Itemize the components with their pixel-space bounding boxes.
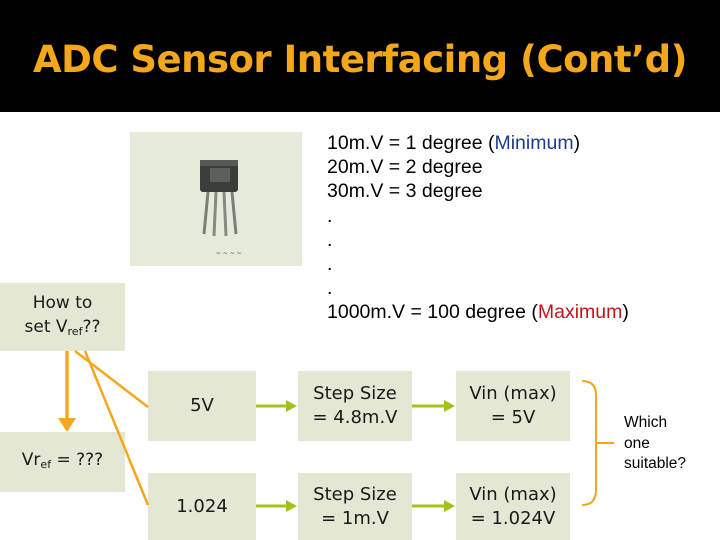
vref-1024-box: 1.024 — [148, 473, 256, 540]
step-size-box-2: Step Size = 1m.V — [298, 473, 412, 540]
mapping-dot: . — [327, 277, 333, 300]
arrow-row2-b-head — [444, 500, 455, 512]
step-size-box-1: Step Size = 4.8m.V — [298, 371, 412, 441]
maximum-word: Maximum — [537, 301, 623, 324]
svg-text:~ ~ ~ ~: ~ ~ ~ ~ — [216, 250, 242, 257]
link-to-1024 — [85, 351, 148, 505]
vref-value-box: $Vr_{ef}$ = ??? — [0, 432, 125, 492]
mapping-dot: . — [327, 228, 333, 251]
mapping-dot: . — [327, 253, 333, 276]
mapping-line-max: 1000m.V = 100 degree (Maximum) — [327, 301, 629, 324]
mapping-line-2: 20m.V = 2 degree — [327, 156, 483, 179]
vin-max-box-2: Vin (max) = 1.024V — [456, 473, 570, 540]
mapping-line-min: 10m.V = 1 degree (Minimum) — [327, 132, 581, 154]
arrow-row1-a-head — [286, 400, 297, 412]
choice-bracket-right — [582, 381, 596, 505]
link-to-5v — [75, 351, 148, 407]
mapping-line-3: 30m.V = 3 degree — [327, 180, 483, 203]
which-suitable-text: Which one suitable? — [624, 414, 687, 472]
vref-question-box: How to set $V_{ref}$?? — [0, 283, 125, 351]
vin-max-box-1: Vin (max) = 5V — [456, 371, 570, 441]
arrow-row1-b-head — [444, 400, 455, 412]
mapping-dot: . — [327, 204, 333, 227]
vref-arrow-head — [58, 418, 76, 432]
slide-title: ADC Sensor Interfacing (Cont’d) — [32, 38, 688, 81]
minimum-word: Minimum — [494, 132, 574, 154]
arrow-row2-a-head — [286, 500, 297, 512]
vref-5v-box: 5V — [148, 371, 256, 441]
